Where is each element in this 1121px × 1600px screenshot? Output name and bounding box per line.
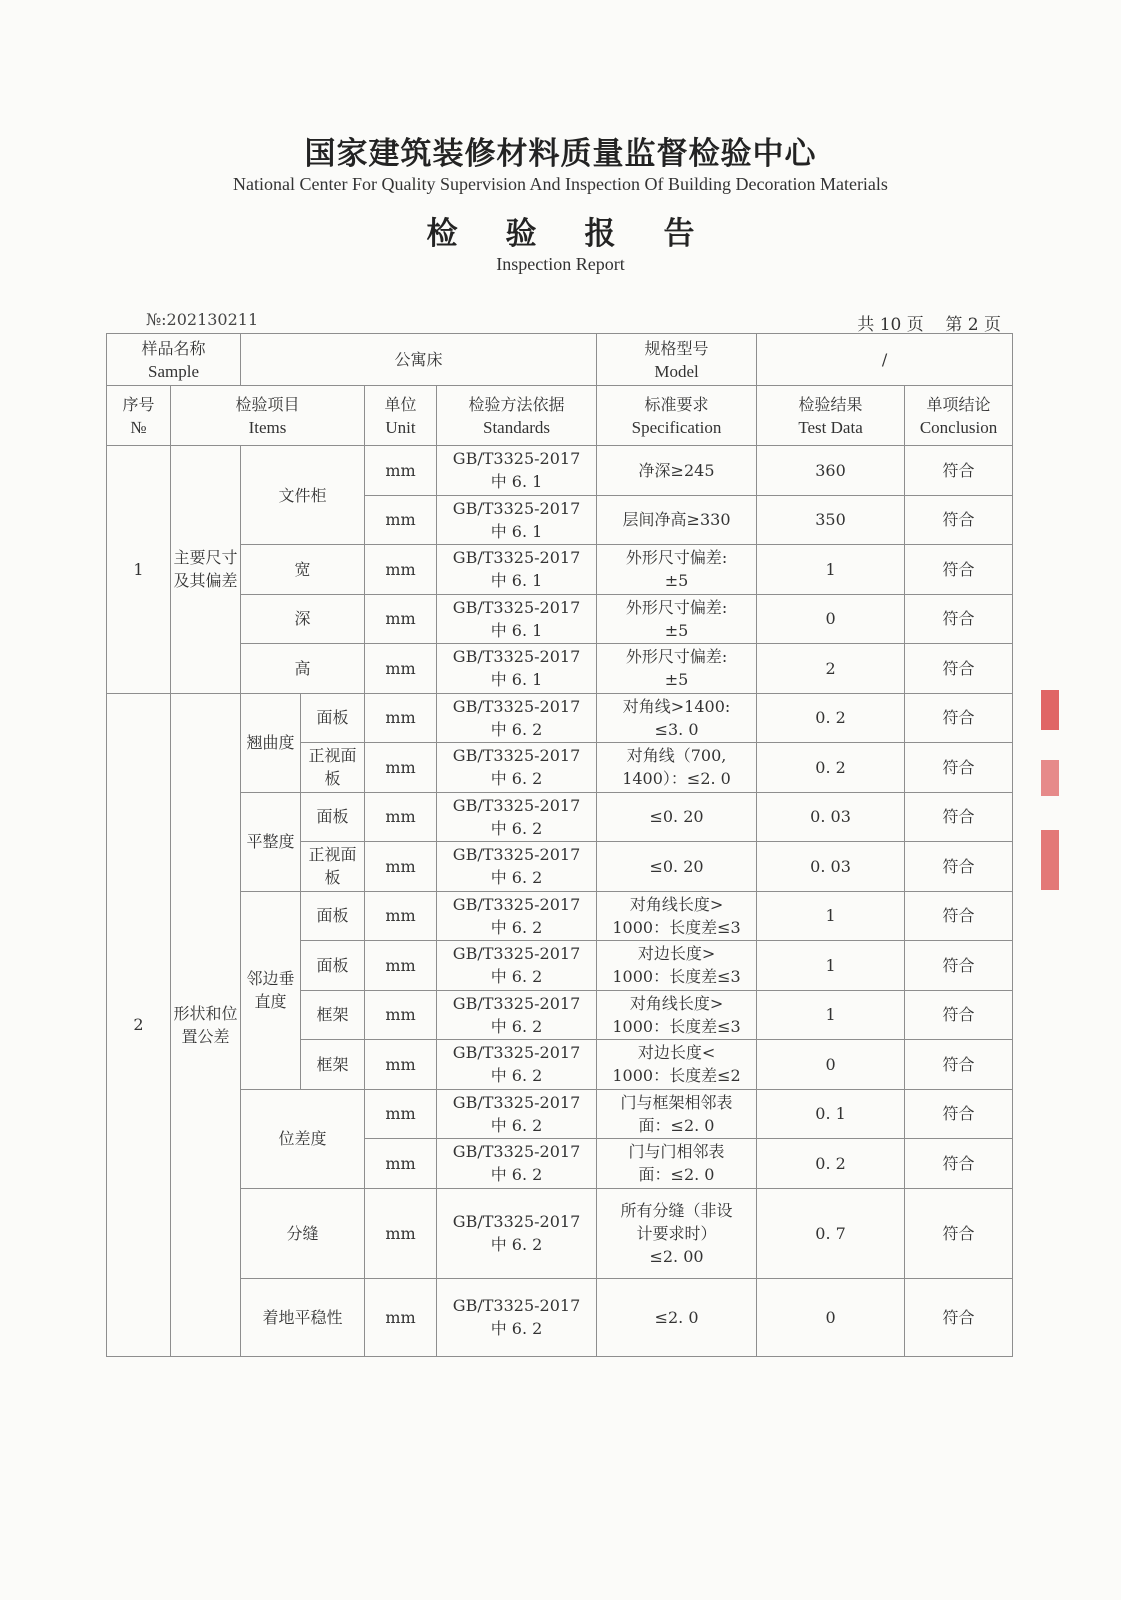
cell-line: 门与门相邻表: [628, 1142, 725, 1162]
cell-line: 1000：长度差≤3: [612, 967, 741, 987]
cell-line: GB/T3325-2017: [452, 1212, 581, 1231]
col-items: 检验项目 Items: [171, 386, 365, 446]
spec-cell: [597, 743, 757, 793]
conclusion-cell: 符合: [905, 1188, 1013, 1278]
page-total: 共 10 页: [857, 315, 924, 335]
cell-line: 对角线长度>: [629, 993, 724, 1013]
col-standards: 检验方法依据 Standards: [437, 386, 597, 446]
unit-cell: mm: [365, 495, 437, 545]
cell-line: 门与框架相邻表: [620, 1092, 733, 1112]
part-name: 框架: [301, 990, 365, 1040]
cell-line: 中 6. 2: [490, 1235, 543, 1254]
spec-cell: [597, 1089, 757, 1139]
report-title-en: Inspection Report: [496, 254, 625, 274]
cell-line: GB/T3325-2017: [452, 1043, 581, 1063]
unit-cell: mm: [365, 1089, 437, 1139]
unit-cell: mm: [365, 1188, 437, 1278]
cell-line: 外形尺寸偏差:: [625, 647, 728, 667]
part-name: 面板: [301, 693, 365, 743]
cell-line: 中 6. 2: [490, 1016, 543, 1036]
seal-fragment: [1041, 760, 1059, 796]
cell-line: 中 6. 2: [490, 1115, 543, 1135]
cell-line: ±5: [664, 670, 689, 690]
part-name: 正视面板: [301, 842, 365, 892]
standard-cell: [437, 446, 597, 496]
cell-line: GB/T3325-2017: [452, 795, 581, 815]
spec-cell: [597, 842, 757, 892]
part-name: 框架: [301, 1040, 365, 1090]
cell-line: GB/T3325-2017: [452, 498, 581, 518]
unit-cell: mm: [365, 1139, 437, 1189]
standard-cell: [437, 891, 597, 941]
spec-cell: [597, 594, 757, 644]
table-row: [107, 446, 1013, 496]
cell-line: 1400）：≤2. 0: [622, 769, 731, 789]
unit-cell: mm: [365, 743, 437, 793]
test-data-cell: 2: [757, 644, 905, 694]
conclusion-cell: 符合: [905, 495, 1013, 545]
cell-line: 对角线长度>: [629, 894, 724, 914]
cell-line: GB/T3325-2017: [452, 1296, 581, 1315]
cell-line: 中 6. 2: [490, 967, 543, 987]
unit-cell: mm: [365, 990, 437, 1040]
conclusion-cell: 符合: [905, 644, 1013, 694]
test-data-cell: 0. 2: [757, 743, 905, 793]
column-header-row: [107, 386, 1013, 446]
cell-line: 对角线>1400:: [622, 696, 731, 716]
spec-cell: [597, 446, 757, 496]
cell-line: GB/T3325-2017: [452, 746, 581, 766]
spec-cell: [597, 990, 757, 1040]
item-name: 深: [241, 594, 365, 644]
test-data-cell: 1: [757, 990, 905, 1040]
cell-line: ≤0. 20: [649, 807, 704, 827]
page-current: 第 2 页: [945, 315, 1001, 335]
cell-line: 对边长度>: [637, 944, 716, 964]
spec-cell: [597, 891, 757, 941]
cell-line: 1000：长度差≤3: [612, 1016, 741, 1036]
unit-cell: mm: [365, 446, 437, 496]
table-row: [107, 1278, 1013, 1356]
conclusion-cell: 符合: [905, 842, 1013, 892]
unit-cell: mm: [365, 1278, 437, 1356]
conclusion-cell: 符合: [905, 1089, 1013, 1139]
spec-cell: [597, 495, 757, 545]
col-specification: 标准要求 Specification: [597, 386, 757, 446]
group-name: 主要尺寸及其偏差: [171, 446, 241, 694]
subgroup-stability: 着地平稳性: [241, 1278, 365, 1356]
cell-line: 外形尺寸偏差:: [625, 548, 728, 568]
seal-fragment: [1041, 830, 1059, 890]
cell-line: ≤3. 0: [654, 719, 699, 739]
standard-cell: [437, 594, 597, 644]
cell-line: 中 6. 1: [490, 472, 543, 492]
seal-fragment: [1041, 690, 1059, 730]
unit-cell: mm: [365, 941, 437, 991]
cell-line: GB/T3325-2017: [452, 1092, 581, 1112]
table-row: [107, 545, 1013, 595]
cell-line: GB/T3325-2017: [452, 449, 581, 469]
part-name: 正视面板: [301, 743, 365, 793]
cell-line: ≤2. 0: [654, 1307, 699, 1327]
test-data-cell: 0. 7: [757, 1188, 905, 1278]
conclusion-cell: 符合: [905, 1278, 1013, 1356]
cell-line: GB/T3325-2017: [452, 696, 581, 716]
standard-cell: [437, 990, 597, 1040]
cell-line: GB/T3325-2017: [452, 993, 581, 1013]
cell-line: ≤2. 00: [649, 1246, 704, 1266]
col-conclusion: 单项结论 Conclusion: [905, 386, 1013, 446]
org-title-en: National Center For Quality Supervision And Inspection Of Building Decoration Materials: [233, 174, 888, 194]
item-name: 宽: [241, 545, 365, 595]
conclusion-cell: 符合: [905, 594, 1013, 644]
cell-line: 计要求时）: [636, 1223, 717, 1243]
cell-line: GB/T3325-2017: [452, 647, 581, 667]
sample-label: 样品名称 Sample: [107, 334, 241, 386]
unit-cell: mm: [365, 594, 437, 644]
cell-line: 净深≥245: [638, 460, 715, 480]
standard-cell: [437, 693, 597, 743]
test-data-cell: 350: [757, 495, 905, 545]
cell-line: 对边长度<: [637, 1043, 716, 1063]
conclusion-cell: 符合: [905, 743, 1013, 793]
cell-line: 中 6. 2: [490, 818, 543, 838]
test-data-cell: 0. 2: [757, 693, 905, 743]
test-data-cell: 1: [757, 891, 905, 941]
spec-cell: [597, 693, 757, 743]
unit-cell: mm: [365, 693, 437, 743]
inspection-table: [106, 333, 1013, 1357]
test-data-cell: 0. 1: [757, 1089, 905, 1139]
conclusion-cell: 符合: [905, 545, 1013, 595]
standard-cell: [437, 743, 597, 793]
cell-line: 面：≤2. 0: [638, 1115, 715, 1135]
subgroup-perpendicularity: 邻边垂直度: [241, 891, 301, 1089]
cell-line: 对角线（700,: [626, 746, 727, 766]
conclusion-cell: 符合: [905, 693, 1013, 743]
part-name: 面板: [301, 941, 365, 991]
part-name: 面板: [301, 792, 365, 842]
report-number: №:202130211: [146, 310, 259, 329]
standard-cell: [437, 941, 597, 991]
cell-line: 中 6. 2: [490, 1319, 543, 1338]
spec-cell: [597, 1278, 757, 1356]
cell-line: GB/T3325-2017: [452, 548, 581, 568]
spec-cell: [597, 1040, 757, 1090]
test-data-cell: 1: [757, 545, 905, 595]
cell-line: 中 6. 2: [490, 769, 543, 789]
cell-line: ±5: [664, 620, 689, 640]
spec-cell: [597, 644, 757, 694]
cell-line: 面：≤2. 0: [638, 1165, 715, 1185]
table-row: [107, 1188, 1013, 1278]
subgroup-position: 位差度: [241, 1089, 365, 1188]
col-no: 序号 №: [107, 386, 171, 446]
cell-line: GB/T3325-2017: [452, 944, 581, 964]
group-number: 2: [107, 693, 171, 1356]
sample-row: [107, 334, 1013, 386]
conclusion-cell: 符合: [905, 891, 1013, 941]
model-value: /: [757, 334, 1013, 386]
unit-cell: mm: [365, 891, 437, 941]
group-name: 形状和位置公差: [171, 693, 241, 1356]
cell-line: 中 6. 2: [490, 868, 543, 888]
standard-cell: [437, 1188, 597, 1278]
conclusion-cell: 符合: [905, 1139, 1013, 1189]
table-row: [107, 594, 1013, 644]
org-title-cn: 国家建筑装修材料质量监督检验中心: [304, 136, 817, 172]
sample-value: 公寓床: [241, 334, 597, 386]
standard-cell: [437, 495, 597, 545]
item-name: 高: [241, 644, 365, 694]
col-unit: 单位 Unit: [365, 386, 437, 446]
spec-cell: [597, 1139, 757, 1189]
unit-cell: mm: [365, 842, 437, 892]
spec-cell: [597, 545, 757, 595]
cell-line: 中 6. 1: [490, 521, 543, 541]
test-data-cell: 0: [757, 594, 905, 644]
cell-line: 1000：长度差≤2: [612, 1066, 741, 1086]
standard-cell: [437, 644, 597, 694]
subgroup-flatness: 平整度: [241, 792, 301, 891]
report-title-cn: 检验报告: [426, 216, 743, 252]
cell-line: ≤0. 20: [649, 856, 704, 876]
cell-line: 所有分缝（非设: [620, 1200, 733, 1220]
standard-cell: [437, 1139, 597, 1189]
conclusion-cell: 符合: [905, 941, 1013, 991]
page-indicator: [857, 310, 1001, 335]
conclusion-cell: 符合: [905, 1040, 1013, 1090]
unit-cell: mm: [365, 644, 437, 694]
cell-line: GB/T3325-2017: [452, 894, 581, 914]
standard-cell: [437, 545, 597, 595]
test-data-cell: 0: [757, 1278, 905, 1356]
test-data-cell: 0. 2: [757, 1139, 905, 1189]
table-row: [107, 644, 1013, 694]
group-number: 1: [107, 446, 171, 694]
model-label: 规格型号 Model: [597, 334, 757, 386]
unit-cell: mm: [365, 792, 437, 842]
unit-cell: mm: [365, 545, 437, 595]
cell-line: 中 6. 1: [490, 670, 543, 690]
spec-cell: [597, 1188, 757, 1278]
conclusion-cell: 符合: [905, 990, 1013, 1040]
standard-cell: [437, 1089, 597, 1139]
cell-line: 中 6. 1: [490, 571, 543, 591]
standard-cell: [437, 1278, 597, 1356]
part-name: 面板: [301, 891, 365, 941]
cell-line: 外形尺寸偏差:: [625, 597, 728, 617]
table-row: [107, 891, 1013, 941]
cell-line: 中 6. 2: [490, 917, 543, 937]
cell-line: 1000：长度差≤3: [612, 917, 741, 937]
table-row: [107, 693, 1013, 743]
standard-cell: [437, 842, 597, 892]
test-data-cell: 0. 03: [757, 792, 905, 842]
test-data-cell: 0: [757, 1040, 905, 1090]
cell-line: GB/T3325-2017: [452, 597, 581, 617]
subgroup-gap: 分缝: [241, 1188, 365, 1278]
standard-cell: [437, 1040, 597, 1090]
cell-line: GB/T3325-2017: [452, 845, 581, 865]
cell-line: GB/T3325-2017: [452, 1142, 581, 1162]
test-data-cell: 1: [757, 941, 905, 991]
item-name: 文件柜: [241, 446, 365, 545]
subgroup-warp: 翘曲度: [241, 693, 301, 792]
unit-cell: mm: [365, 1040, 437, 1090]
cell-line: 中 6. 2: [490, 1165, 543, 1185]
table-row: [107, 1089, 1013, 1139]
cell-line: ±5: [664, 571, 689, 591]
cell-line: 中 6. 1: [490, 620, 543, 640]
conclusion-cell: 符合: [905, 446, 1013, 496]
table-row: [107, 792, 1013, 842]
test-data-cell: 360: [757, 446, 905, 496]
test-data-cell: 0. 03: [757, 842, 905, 892]
spec-cell: [597, 792, 757, 842]
spec-cell: [597, 941, 757, 991]
col-test-data: 检验结果 Test Data: [757, 386, 905, 446]
conclusion-cell: 符合: [905, 792, 1013, 842]
cell-line: 层间净高≥330: [622, 510, 731, 530]
cell-line: 中 6. 2: [490, 1066, 543, 1086]
standard-cell: [437, 792, 597, 842]
cell-line: 中 6. 2: [490, 719, 543, 739]
